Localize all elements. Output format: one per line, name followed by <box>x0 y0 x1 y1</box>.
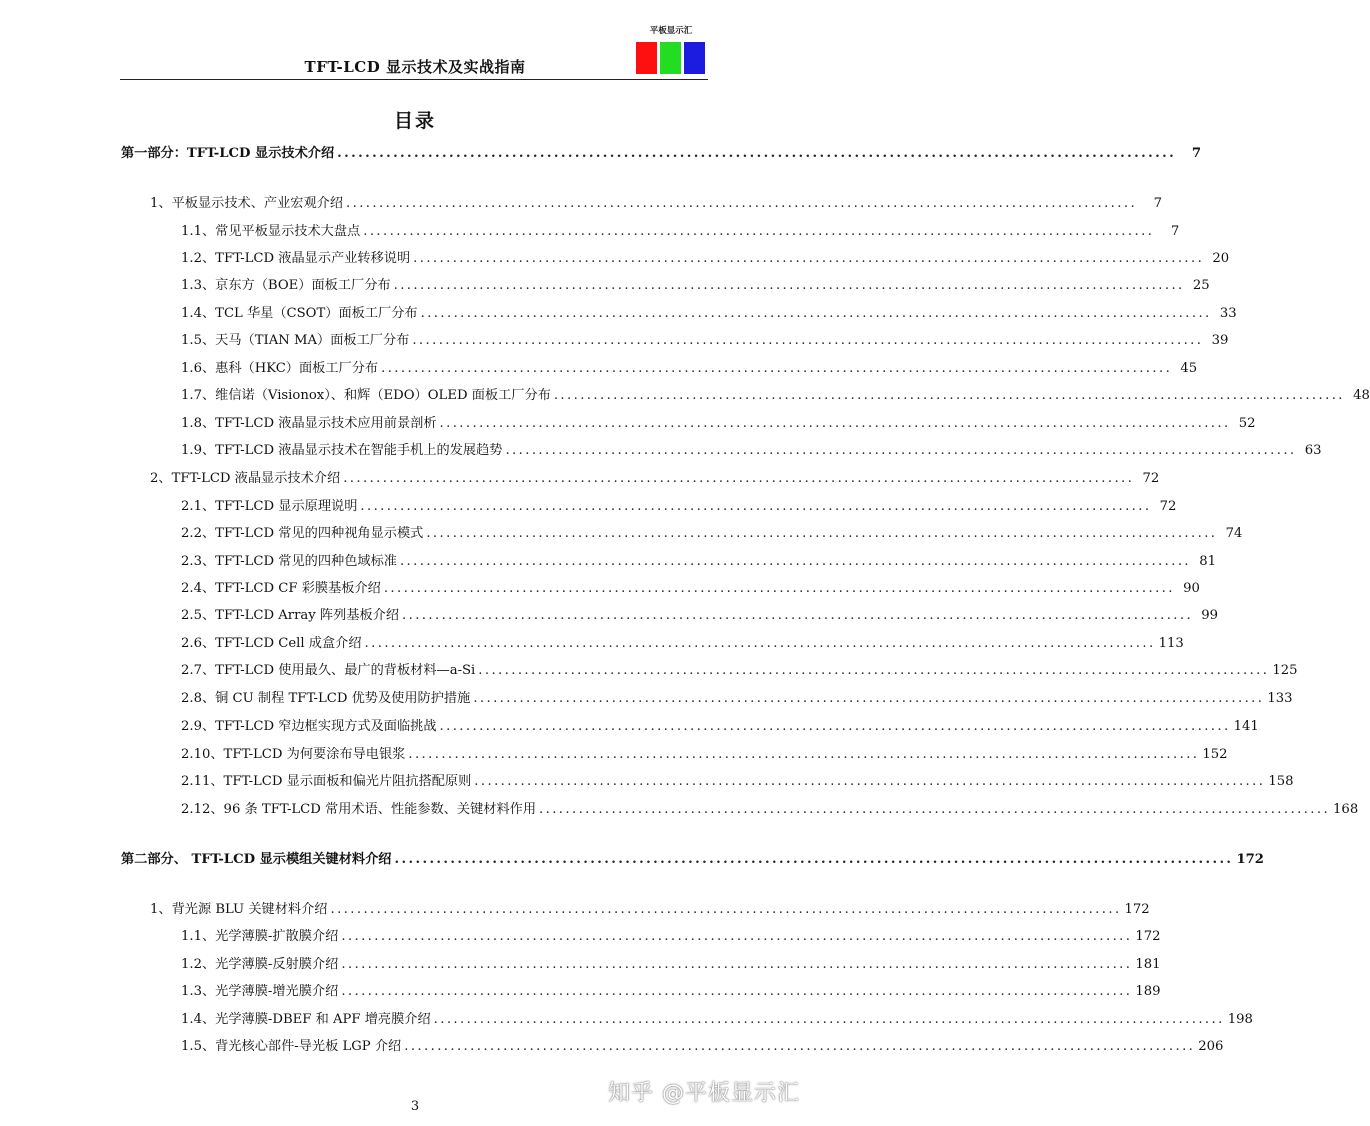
toc-page-number: 48 <box>1353 388 1370 403</box>
toc-entry-label: 1、背光源 BLU 关键材料介绍 <box>150 902 328 917</box>
toc-dot-leader: ........................................................................................................................ <box>402 608 1194 623</box>
toc-section-entry[interactable] <box>181 552 1216 572</box>
toc-entry-label: 2.2、TFT-LCD 常见的四种视角显示模式 <box>181 526 424 541</box>
toc-dot-leader: ........................................................................................................................ <box>381 361 1173 376</box>
toc-page-number: 172 <box>1135 929 1161 944</box>
toc-page-number: 7 <box>1153 196 1163 211</box>
toc-entry-label: 2.9、TFT-LCD 窄边框实现方式及面临挑战 <box>181 719 437 734</box>
toc-page-number: 158 <box>1268 774 1294 789</box>
toc-dot-leader: ........................................................................................................................ <box>412 333 1204 348</box>
toc-entry-label: 2.6、TFT-LCD Cell 成盒介绍 <box>181 636 362 651</box>
toc-page-number: 99 <box>1201 608 1219 623</box>
toc-page-number: 7 <box>1170 224 1180 239</box>
toc-dot-leader: ........................................................................................................................ <box>420 306 1212 321</box>
toc-title: 目录 <box>393 110 436 132</box>
toc-page-number: 81 <box>1199 554 1216 569</box>
toc-section-entry[interactable] <box>181 606 1219 626</box>
toc-page-number: 198 <box>1227 1012 1253 1027</box>
toc-dot-leader: ........................................................................................................................ <box>341 929 1133 944</box>
toc-entry-label: 1.9、TFT-LCD 液晶显示技术在智能手机上的发展趋势 <box>181 443 503 458</box>
logo-text: 平板显示汇 <box>649 26 693 36</box>
toc-page-number: 125 <box>1272 663 1298 678</box>
toc-section-entry[interactable] <box>181 359 1198 379</box>
toc-dot-leader: ........................................................................................................................ <box>426 526 1218 541</box>
toc-dot-leader: ........................................................................................................................ <box>346 196 1138 211</box>
toc-entry-label: 第一部分：TFT-LCD 显示技术介绍 <box>121 146 335 161</box>
toc-entry-label: 1.4、光学薄膜-DBEF 和 APF 增亮膜介绍 <box>181 1012 431 1027</box>
toc-dot-leader: ........................................................................................................................ <box>364 636 1156 651</box>
toc-entry-label: 1.8、TFT-LCD 液晶显示技术应用前景剖析 <box>181 416 437 431</box>
toc-section-entry[interactable] <box>181 982 1161 1002</box>
logo-green-bar <box>660 42 681 74</box>
toc-page-number: 141 <box>1233 719 1259 734</box>
toc-section-entry[interactable] <box>181 497 1177 517</box>
toc-entry-label: 第二部分、 TFT-LCD 显示模组关键材料介绍 <box>121 852 392 867</box>
toc-dot-leader: ........................................................................................................................ <box>394 852 1234 867</box>
toc-entry-label: 2.3、TFT-LCD 常见的四种色域标准 <box>181 554 397 569</box>
toc-entry-label: 1.2、TFT-LCD 液晶显示产业转移说明 <box>181 251 411 266</box>
toc-section-entry[interactable] <box>181 249 1230 269</box>
toc-page-number: 33 <box>1219 306 1237 321</box>
toc-page-number: 52 <box>1238 416 1256 431</box>
watermark: 知乎 @平板显示汇 <box>608 1081 800 1106</box>
toc-page-number: 72 <box>1159 499 1177 514</box>
toc-entry-label: 1.3、光学薄膜-增光膜介绍 <box>181 984 339 999</box>
toc-dot-leader: ........................................................................................................................ <box>474 774 1266 789</box>
toc-page-number: 113 <box>1158 636 1184 651</box>
toc-entry-label: 1.3、京东方（BOE）面板工厂分布 <box>181 278 391 293</box>
toc-entry-label: 1.5、天马（TIAN MA）面板工厂分布 <box>181 333 410 348</box>
toc-section-entry[interactable] <box>181 1010 1253 1030</box>
logo-blue-bar <box>684 42 705 74</box>
toc-section-entry[interactable] <box>181 222 1180 242</box>
toc-section-entry[interactable] <box>181 634 1184 654</box>
toc-entry-label: 2.10、TFT-LCD 为何要涂布导电银浆 <box>181 747 406 762</box>
toc-dot-leader: ........................................................................................................................ <box>330 902 1122 917</box>
toc-page-number: 90 <box>1183 581 1200 596</box>
toc-dot-leader: ........................................................................................................................ <box>337 146 1177 161</box>
toc-part-heading[interactable] <box>121 144 1202 164</box>
toc-section-entry[interactable] <box>181 1037 1224 1057</box>
page-number: 3 <box>410 1099 420 1114</box>
toc-dot-leader: ........................................................................................................................ <box>553 388 1345 403</box>
toc-dot-leader: ........................................................................................................................ <box>343 471 1135 486</box>
toc-page-number: 25 <box>1192 278 1210 293</box>
toc-dot-leader: ........................................................................................................................ <box>439 719 1231 734</box>
toc-entry-label: 1.1、光学薄膜-扩散膜介绍 <box>181 929 339 944</box>
toc-dot-leader: ........................................................................................................................ <box>393 278 1185 293</box>
toc-dot-leader: ........................................................................................................................ <box>363 224 1155 239</box>
toc-page-number: 7 <box>1191 146 1202 161</box>
toc-part-heading[interactable] <box>121 850 1264 870</box>
toc-section-entry[interactable] <box>181 579 1200 599</box>
toc-page-number: 152 <box>1202 747 1228 762</box>
toc-section-entry[interactable] <box>181 276 1210 296</box>
toc-entry-label: 2.4、TFT-LCD CF 彩膜基板介绍 <box>181 581 381 596</box>
toc-entry-label: 2、TFT-LCD 液晶显示技术介绍 <box>150 471 341 486</box>
toc-section-entry[interactable] <box>181 927 1161 947</box>
toc-dot-leader: ........................................................................................................................ <box>341 984 1133 999</box>
toc-dot-leader: ........................................................................................................................ <box>399 554 1191 569</box>
toc-section-entry[interactable] <box>181 745 1228 765</box>
toc-section-entry[interactable] <box>181 772 1294 792</box>
toc-entry-label: 2.12、96 条 TFT-LCD 常用术语、性能参数、关键材料作用 <box>181 802 537 817</box>
toc-page-number: 133 <box>1267 691 1293 706</box>
toc-section-entry[interactable] <box>181 414 1256 434</box>
toc-section-entry[interactable] <box>181 524 1243 544</box>
toc-chapter-entry[interactable] <box>150 469 1160 489</box>
header-divider <box>120 79 708 80</box>
toc-dot-leader: ........................................................................................................................ <box>383 581 1175 596</box>
logo-red-bar <box>636 42 657 74</box>
toc-dot-leader: ........................................................................................................................ <box>478 663 1270 678</box>
toc-page-number: 206 <box>1198 1039 1224 1054</box>
toc-page-number: 189 <box>1135 984 1161 999</box>
toc-dot-leader: ........................................................................................................................ <box>413 251 1205 266</box>
toc-page-number: 172 <box>1124 902 1150 917</box>
toc-dot-leader: ........................................................................................................................ <box>505 443 1297 458</box>
toc-dot-leader: ........................................................................................................................ <box>360 499 1152 514</box>
toc-entry-label: 1.1、常见平板显示技术大盘点 <box>181 224 361 239</box>
toc-entry-label: 2.1、TFT-LCD 显示原理说明 <box>181 499 358 514</box>
toc-dot-leader: ........................................................................................................................ <box>404 1039 1196 1054</box>
toc-entry-label: 1.2、光学薄膜-反射膜介绍 <box>181 957 339 972</box>
toc-page-number: 20 <box>1212 251 1230 266</box>
toc-section-entry[interactable] <box>181 386 1370 406</box>
toc-page-number: 72 <box>1142 471 1160 486</box>
toc-entry-label: 1、平板显示技术、产业宏观介绍 <box>150 196 344 211</box>
toc-dot-leader: ........................................................................................................................ <box>341 957 1133 972</box>
toc-section-entry[interactable] <box>181 661 1298 681</box>
toc-dot-leader: ........................................................................................................................ <box>539 802 1331 817</box>
toc-page-number: 74 <box>1225 526 1243 541</box>
toc-page-number: 39 <box>1211 333 1229 348</box>
toc-entry-label: 2.11、TFT-LCD 显示面板和偏光片阻抗搭配原则 <box>181 774 472 789</box>
toc-page-number: 181 <box>1135 957 1161 972</box>
toc-chapter-entry[interactable] <box>150 194 1163 214</box>
toc-dot-leader: ........................................................................................................................ <box>439 416 1231 431</box>
toc-page-number: 172 <box>1236 852 1264 867</box>
toc-dot-leader: ........................................................................................................................ <box>408 747 1200 762</box>
brand-logo <box>636 24 706 76</box>
toc-entry-label: 2.8、铜 CU 制程 TFT-LCD 优势及使用防护措施 <box>181 691 471 706</box>
toc-entry-label: 2.5、TFT-LCD Array 阵列基板介绍 <box>181 608 400 623</box>
toc-dot-leader: ........................................................................................................................ <box>473 691 1265 706</box>
toc-section-entry[interactable] <box>181 717 1259 737</box>
toc-section-entry[interactable] <box>181 331 1229 351</box>
toc-entry-label: 1.7、维信诺（Visionox）、和辉（EDO）OLED 面板工厂分布 <box>181 388 551 403</box>
toc-section-entry[interactable] <box>181 304 1237 324</box>
toc-page-number: 45 <box>1180 361 1198 376</box>
toc-entry-label: 1.6、惠科（HKC）面板工厂分布 <box>181 361 379 376</box>
toc-dot-leader: ........................................................................................................................ <box>433 1012 1225 1027</box>
toc-section-entry[interactable] <box>181 800 1359 820</box>
toc-section-entry[interactable] <box>181 441 1322 461</box>
toc-page-number: 63 <box>1304 443 1322 458</box>
toc-entry-label: 2.7、TFT-LCD 使用最久、最广的背板材料—a-Si <box>181 663 476 678</box>
toc-section-entry[interactable] <box>181 955 1161 975</box>
toc-entry-label: 1.4、TCL 华星（CSOT）面板工厂分布 <box>181 306 418 321</box>
toc-section-entry[interactable] <box>181 689 1293 709</box>
toc-chapter-entry[interactable] <box>150 900 1150 920</box>
toc-entry-label: 1.5、背光核心部件-导光板 LGP 介绍 <box>181 1039 402 1054</box>
document-header-title: TFT-LCD 显示技术及实战指南 <box>304 58 526 76</box>
toc-page-number: 168 <box>1333 802 1359 817</box>
